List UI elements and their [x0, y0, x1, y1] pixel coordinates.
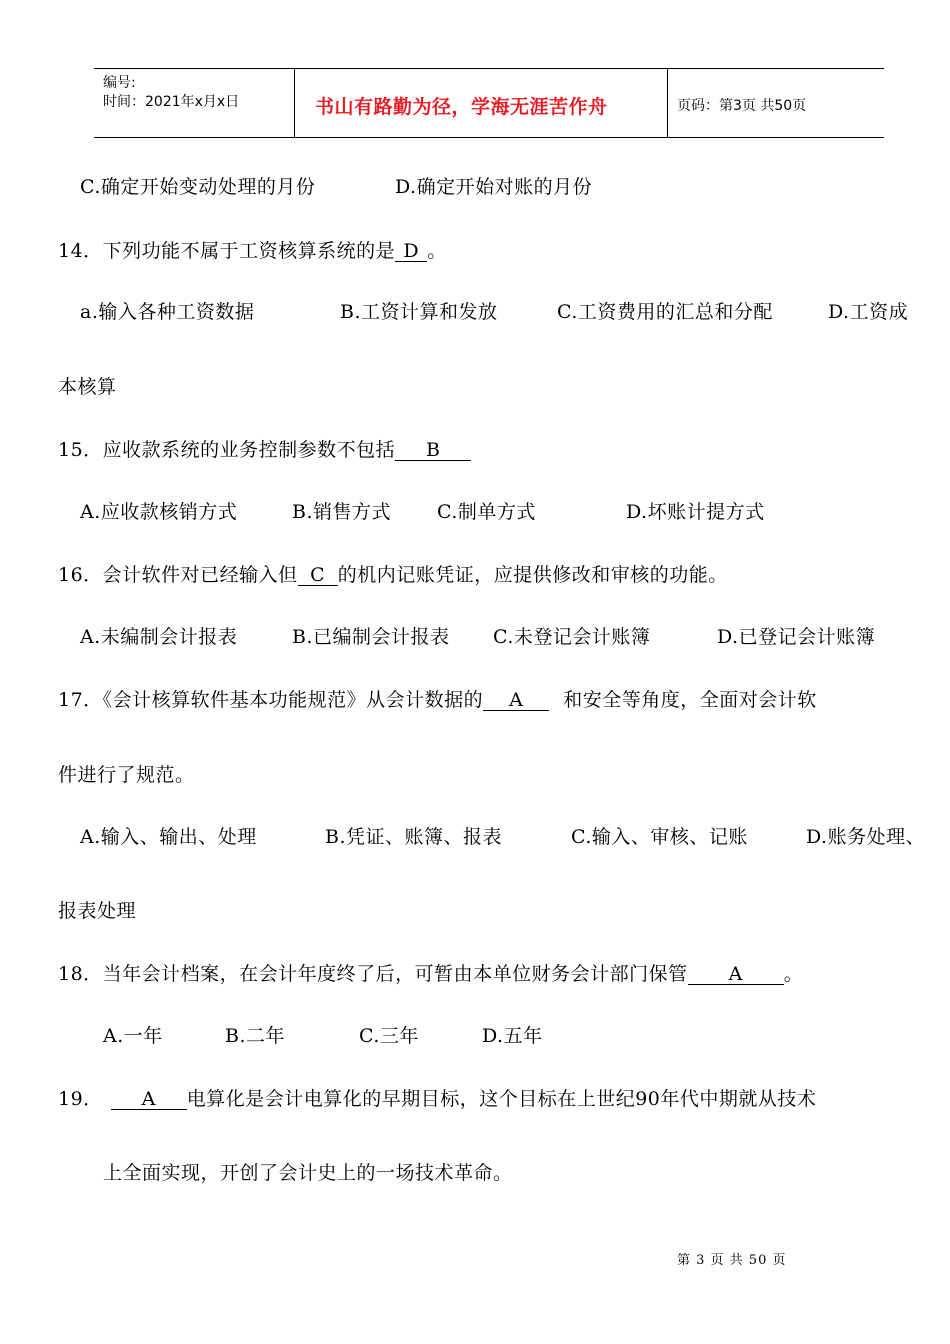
question-stem: 17．《会计核算软件基本功能规范》从会计数据的	[58, 689, 484, 711]
question-15	[58, 435, 471, 462]
answer-blank: A	[483, 690, 549, 711]
question-stem-end: 。	[783, 963, 804, 985]
header-divider	[667, 69, 668, 137]
header-motto: 书山有路勤为径，学海无涯苦作舟	[315, 96, 608, 118]
question-14	[58, 236, 447, 263]
option-c: C.制单方式	[437, 501, 536, 523]
question-stem: 14．下列功能不属于工资核算系统的是	[58, 240, 396, 262]
question-17	[58, 685, 817, 712]
answer-blank: B	[395, 440, 471, 461]
option-d-continued: 本核算	[58, 376, 117, 398]
question-19-continued: 上全面实现，开创了会计史上的一场技术革命。	[103, 1162, 513, 1184]
answer-blank: D	[395, 241, 427, 262]
option-a: A.未编制会计报表	[80, 626, 238, 648]
question-17-continued: 件进行了规范。	[58, 764, 195, 786]
answer-blank: A	[688, 964, 784, 985]
question-stem: 15．应收款系统的业务控制参数不包括	[58, 439, 396, 461]
question-stem-end: 的机内记账凭证，应提供修改和审核的功能。	[337, 564, 728, 586]
option-d: D.五年	[482, 1025, 543, 1047]
question-number: 19．	[58, 1088, 103, 1110]
option-c: C.工资费用的汇总和分配	[557, 301, 773, 323]
answer-blank: C	[298, 565, 338, 586]
option-d: D.坏账计提方式	[626, 501, 765, 523]
option-a: A.输入、输出、处理	[80, 826, 257, 848]
option-d: D.工资成	[828, 301, 909, 323]
answer-blank: A	[111, 1089, 187, 1110]
question-18	[58, 959, 803, 986]
option-b: B.已编制会计报表	[292, 626, 450, 648]
question-16	[58, 560, 728, 587]
option-b: B.凭证、账簿、报表	[325, 826, 503, 848]
question-stem-end: 电算化是会计电算化的早期目标，这个目标在上世纪90年代中期就从技术	[186, 1088, 817, 1110]
option-a: A.应收款核销方式	[80, 501, 238, 523]
option-d: D.确定开始对账的月份	[395, 176, 593, 198]
option-c: C.未登记会计账簿	[493, 626, 651, 648]
option-b: B.工资计算和发放	[340, 301, 498, 323]
option-b: B.二年	[225, 1025, 286, 1047]
page-footer: 第 3 页 共 50 页	[677, 1253, 787, 1268]
option-d: D.账务处理、	[806, 826, 926, 848]
option-d-continued: 报表处理	[58, 900, 137, 922]
option-b: B.销售方式	[292, 501, 392, 523]
question-19	[58, 1084, 816, 1111]
question-stem-end: 。	[427, 240, 447, 262]
option-a: A.一年	[103, 1025, 163, 1047]
question-stem-end: 和安全等角度，全面对会计软	[563, 689, 817, 711]
option-d: D.已登记会计账簿	[717, 626, 876, 648]
page-label: 页码：第3页 共50页	[677, 98, 807, 114]
option-a: a.输入各种工资数据	[80, 301, 255, 323]
question-stem: 18．当年会计档案，在会计年度终了后，可暂由本单位财务会计部门保管	[58, 963, 688, 985]
option-c: C.确定开始变动处理的月份	[80, 176, 316, 198]
time-label: 时间：2021年x月x日	[103, 94, 240, 110]
serial-label: 编号:	[103, 75, 136, 91]
header-divider	[294, 69, 295, 137]
option-c: C.三年	[359, 1025, 419, 1047]
question-stem: 16．会计软件对已经输入但	[58, 564, 298, 586]
option-c: C.输入、审核、记账	[571, 826, 748, 848]
